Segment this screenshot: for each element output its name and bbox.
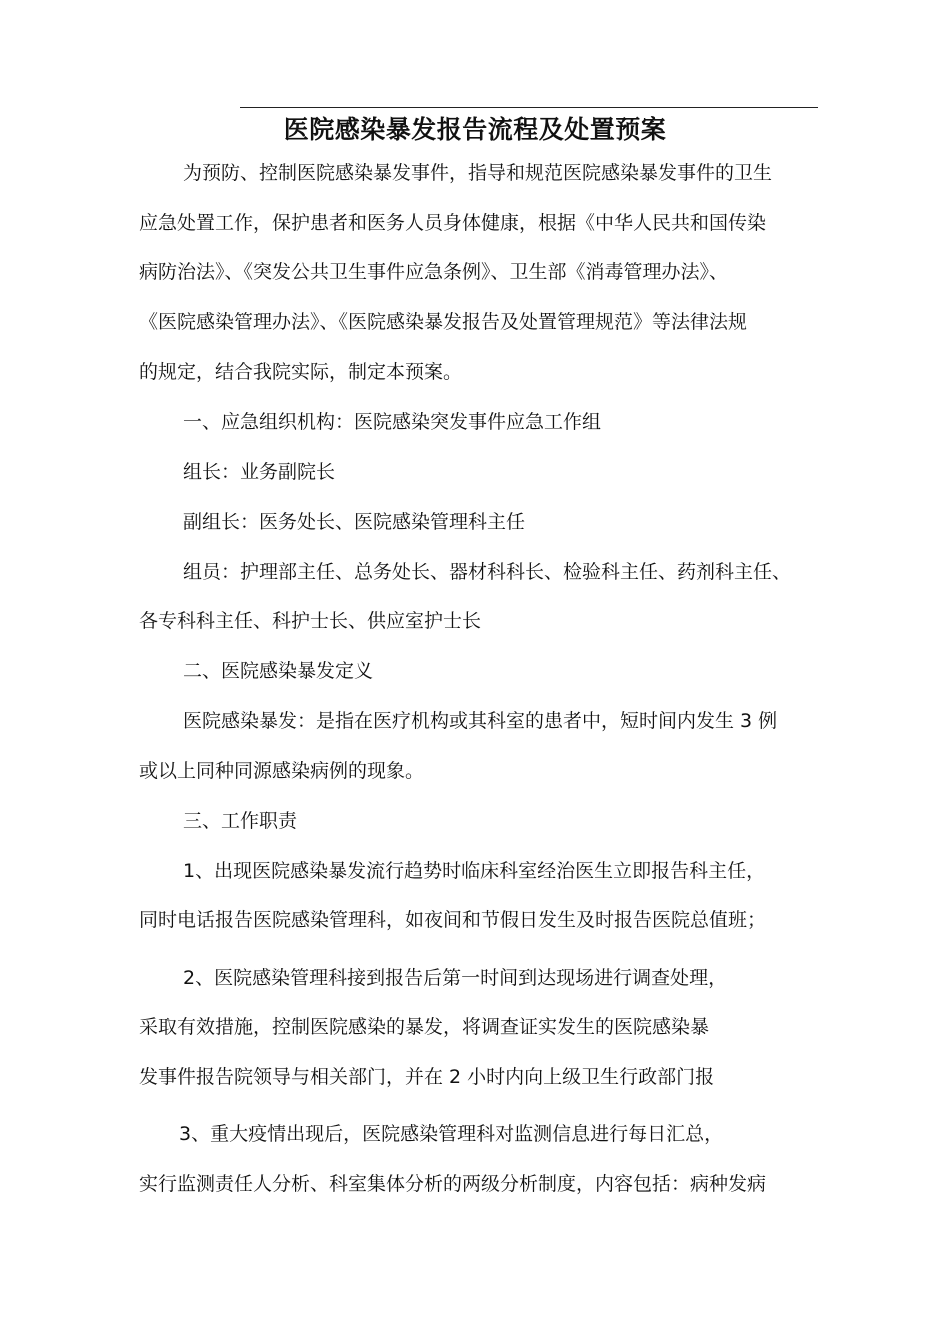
header-rule — [240, 107, 818, 108]
paragraph-line: 实行监测责任人分析、科室集体分析的两级分析制度，内容包括：病种发病 — [139, 1173, 767, 1195]
paragraph-line: 的规定，结合我院实际，制定本预案。 — [139, 361, 463, 383]
paragraph-line: 各专科科主任、科护士长、供应室护士长 — [139, 610, 482, 632]
paragraph-line: 《医院感染管理办法》、《医院感染暴发报告及处置管理规范》等法律法规 — [139, 311, 748, 333]
section-heading: 二、医院感染暴发定义 — [183, 660, 374, 682]
paragraph-line: 或以上同种同源感染病例的现象。 — [139, 760, 425, 782]
paragraph-line: 1、出现医院感染暴发流行趋势时临床科室经治医生立即报告科主任， — [183, 860, 766, 882]
paragraph-line: 采取有效措施，控制医院感染的暴发，将调查证实发生的医院感染暴 — [139, 1016, 710, 1038]
paragraph-line: 为预防、控制医院感染暴发事件，指导和规范医院感染暴发事件的卫生 — [183, 162, 773, 184]
section-heading: 三、工作职责 — [183, 810, 298, 832]
paragraph-line: 2、医院感染管理科接到报告后第一时间到达现场进行调查处理， — [183, 967, 728, 989]
paragraph-line: 组员：护理部主任、总务处长、器材科科长、检验科主任、药剂科主任、 — [183, 561, 792, 583]
paragraph-line: 组长：业务副院长 — [183, 461, 336, 483]
paragraph-line: 应急处置工作，保护患者和医务人员身体健康，根据《中华人民共和国传染 — [139, 212, 767, 234]
document-title: 医院感染暴发报告流程及处置预案 — [283, 115, 667, 144]
paragraph-line: 副组长：医务处长、医院感染管理科主任 — [183, 511, 526, 533]
paragraph-line: 发事件报告院领导与相关部门，并在 2 小时内向上级卫生行政部门报 — [139, 1066, 715, 1088]
paragraph-line: 病防治法》、《突发公共卫生事件应急条例》、卫生部《消毒管理办法》、 — [139, 261, 729, 283]
paragraph-line: 医院感染暴发：是指在医疗机构或其科室的患者中，短时间内发生 3 例 — [183, 710, 778, 732]
section-heading: 一、应急组织机构：医院感染突发事件应急工作组 — [183, 411, 602, 433]
paragraph-line: 同时电话报告医院感染管理科，如夜间和节假日发生及时报告医院总值班； — [139, 909, 767, 931]
paragraph-line: 3、重大疫情出现后，医院感染管理科对监测信息进行每日汇总， — [179, 1123, 724, 1145]
